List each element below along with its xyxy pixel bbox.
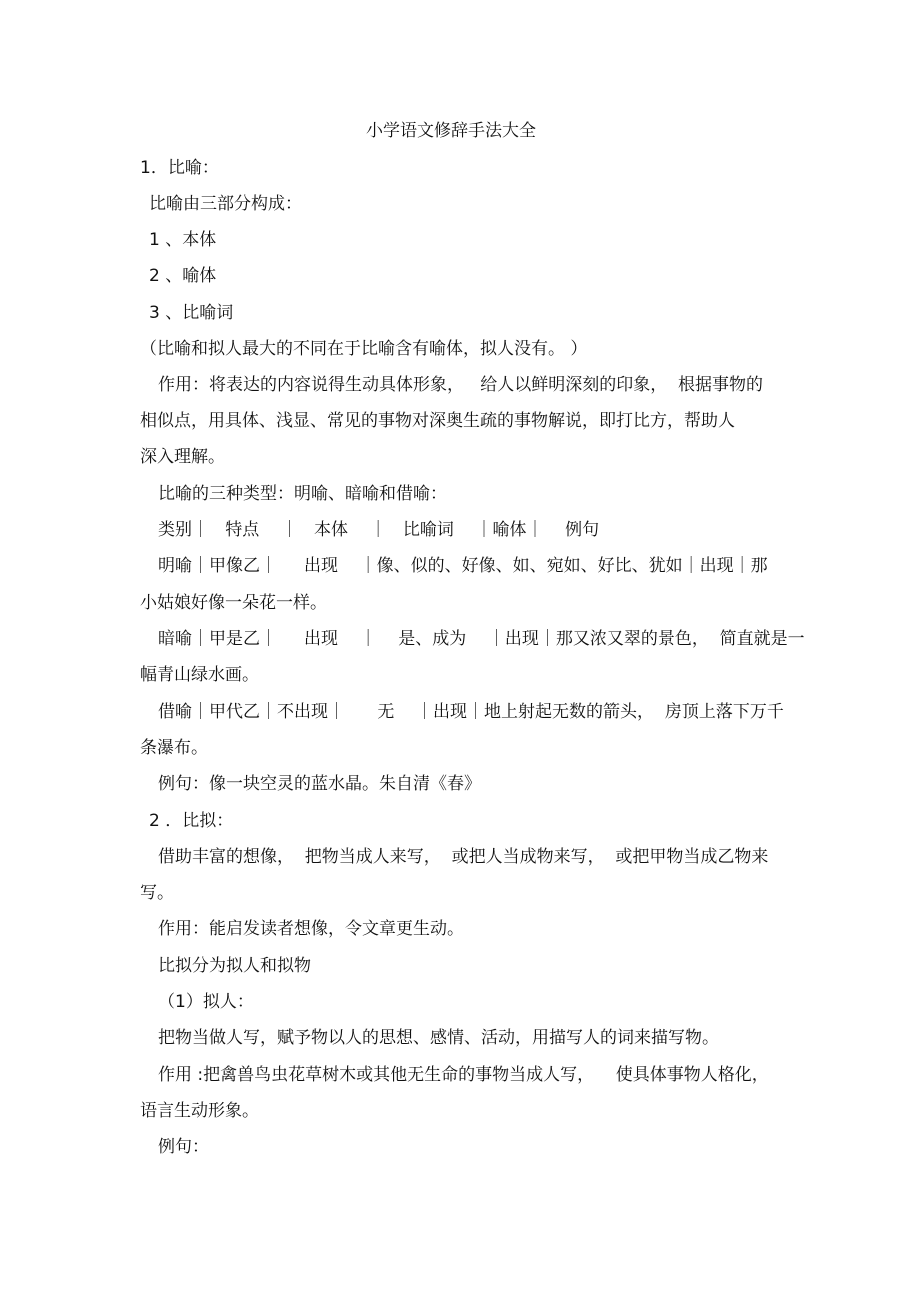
text-line: 小姑娘好像一朵花一样。: [140, 593, 327, 613]
table-row-line: 明喻｜甲像乙｜ 出现 ｜像、似的、好像、如、宛如、好比、犹如｜出现｜那: [158, 556, 768, 576]
table-row-line: 借喻｜甲代乙｜不出现｜ 无 ｜出现｜地上射起无数的箭头， 房顶上落下万千: [158, 702, 784, 722]
document-title: 小学语文修辞手法大全: [366, 121, 536, 141]
text-line: 相似点，用具体、浅显、常见的事物对深奥生疏的事物解说，即打比方，帮助人: [140, 411, 735, 431]
subsection-heading: （1）拟人：: [158, 992, 254, 1012]
text-line: 幅青山绿水画。: [140, 665, 259, 685]
table-header-line: 类别｜ 特点 ｜ 本体 ｜ 比喻词 ｜喻体｜ 例句: [158, 520, 600, 540]
text-line: 借助丰富的想像， 把物当成人来写， 或把人当成物来写， 或把甲物当成乙物来: [158, 847, 769, 867]
text-line: 作用：将表达的内容说得生动具体形象， 给人以鲜明深刻的印象， 根据事物的: [158, 375, 764, 395]
text-line: 写。: [140, 883, 174, 903]
text-line: 例句：像一块空灵的蓝水晶。朱自清《春》: [158, 774, 481, 794]
table-row-line: 暗喻｜甲是乙｜ 出现 ｜ 是、成为 ｜出现｜那又浓又翠的景色， 简直就是一: [158, 629, 805, 649]
text-line: 把物当做人写，赋予物以人的思想、感情、活动，用描写人的词来描写物。: [158, 1028, 719, 1048]
text-line: 深入理解。: [140, 447, 225, 467]
text-line: 语言生动形象。: [140, 1101, 259, 1121]
text-line: 1 、本体: [149, 230, 217, 250]
text-line: 3 、比喻词: [149, 303, 234, 323]
text-line: 比喻的三种类型：明喻、暗喻和借喻：: [158, 484, 447, 504]
text-line: 条瀑布。: [140, 738, 208, 758]
text-line: （比喻和拟人最大的不同在于比喻含有喻体，拟人没有。 ）: [140, 339, 588, 359]
text-line: 比拟分为拟人和拟物: [158, 956, 311, 976]
text-line: 例句：: [158, 1137, 209, 1157]
text-line: 1．比喻：: [140, 158, 219, 178]
text-line: 作用：能启发读者想像，令文章更生动。: [158, 919, 464, 939]
text-line: 2 、喻体: [149, 266, 217, 286]
text-line: 比喻由三部分构成：: [149, 194, 302, 214]
text-line: 作用 :把禽兽鸟虫花草树木或其他无生命的事物当成人写， 使具体事物人格化，: [158, 1065, 769, 1085]
section-heading: 2 ．比拟：: [149, 811, 234, 831]
